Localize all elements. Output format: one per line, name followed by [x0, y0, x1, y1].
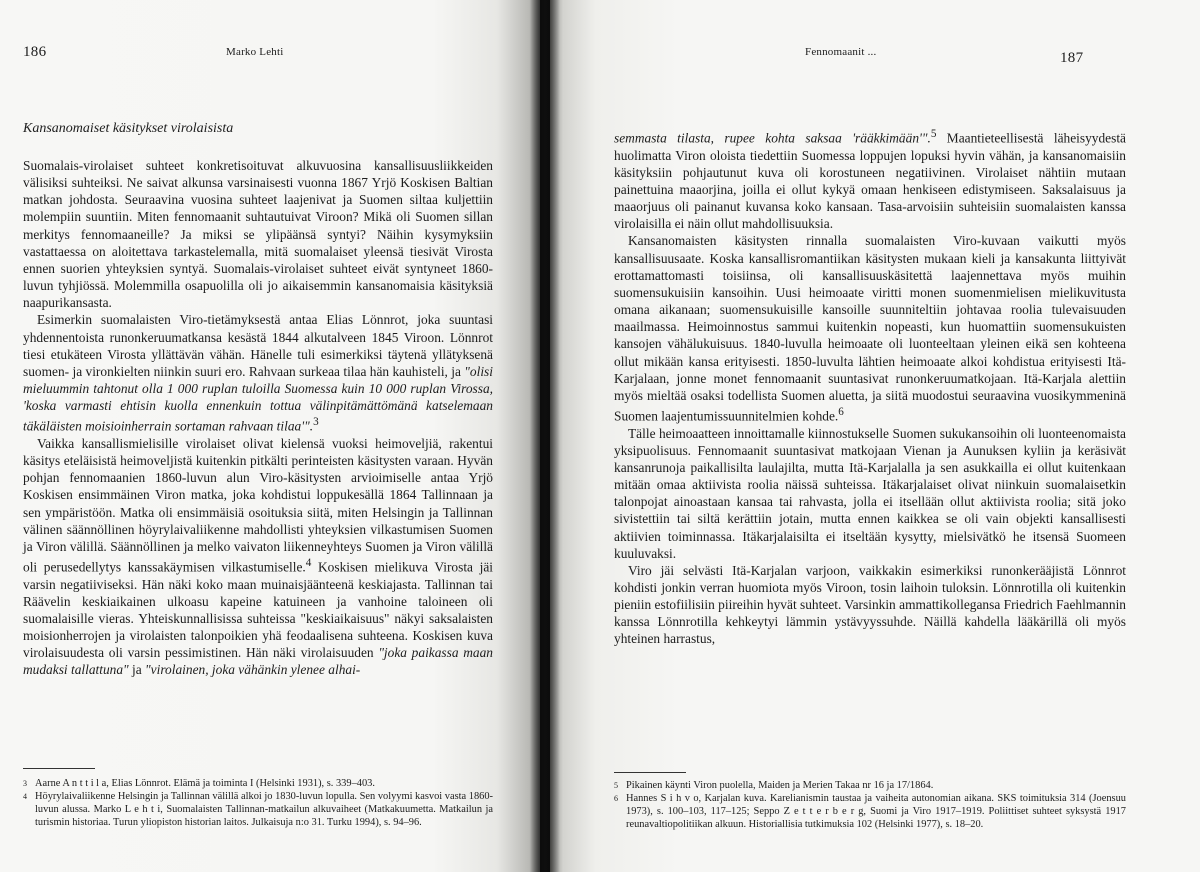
quotation: "olisi mieluummin tahtonut olla 1 000 ruplan tuloilla Suomessa kuin 10 000 ruplan Virossa, 'koska varmasti ehtisin kuolla ennenkuin tottua välinpitämättömänä katselemaan täkäläisten moisioinherrain sortaman rahvaan tilaa'". [23, 363, 493, 434]
paragraph [23, 311, 493, 435]
footnote-text: Hannes S i h v o, Karjalan kuva. Karelianismin taustaa ja vaiheita autonomian aikana. SKS toimituksia 314 (Joensuu 1973), s. 100–103, 117–125; Seppo Z e t t e r b e r g, Suomi ja Viro 1917–1919. Poliittiset suhteet syksystä 1917 reunavaltiopolitiikan alkuun. Historiallisia tutkimuksia 102 (Helsinki 1977), s. 18–20. [626, 792, 1126, 830]
footnote-number: 4 [23, 791, 27, 801]
footnote-number: 6 [614, 793, 618, 803]
footnote [23, 778, 493, 791]
page-number: 186 [23, 44, 47, 60]
footnote-marker: 4 [305, 557, 312, 570]
footnote-rule [23, 768, 95, 769]
running-head: Fennomaanit ... [805, 46, 877, 58]
paragraph: Suomalais-virolaiset suhteet konkretisoituvat alkuvuosina kansallisuusliikkeiden välisiksi suhteiksi. Ne saivat alkunsa varsinaisesti vuonna 1867 Yrjö Koskisen Baltian matkan johdosta. Seuraavina vuosina suhteet laajenivat ja Suomen siltaa kuljettiin molempiin suuntiin. Miten fennomaanit suhtautuivat Viroon? Mikä oli Suomen sillan merkitys fennomaaneille? Ja miksi se ylipäänsä syntyi? Näihin kysymyksiin vastattaessa on aloitettava tarkastelemalla, mitä suomalaiset yleensä tiesivät Virosta ennen suorien yhteyksien syntyä. Suomalais-virolaiset suhteet eivät syntyneet 1860-luvun tyhjiössä. Molemmilla osapuolilla oli jo aikaisemmin kansanomaisia käsityksiä naapurikansasta. [23, 158, 493, 311]
running-head: Marko Lehti [226, 46, 284, 58]
paragraph: Viro jäi selvästi Itä-Karjalan varjoon, vaikkakin esimerkiksi runonkerääjistä Lönnrot kohdisti jonkin verran huomiota myös Viroon, tosin laihoin tuloksin. Lönnrotilla oli kuitenkin pieniin estofiilisiin piireihin hyvät suhteet. Varsinkin ammattikollegansa Friedrich Faehlmannin kanssa Lönnrotilla kehkeytyi lämmin ystävyyssuhde. Näillä kahdella lääkärillä oli myös yhteinen harrastus, [614, 562, 1126, 647]
section-heading: Kansanomaiset käsitykset virolaisista [23, 121, 234, 136]
right-page [550, 0, 1200, 872]
paragraph [23, 435, 493, 679]
footnote-marker: 3 [313, 416, 319, 429]
footnote-marker: 5 [930, 128, 937, 140]
paragraph: Tälle heimoaatteen innoittamalle kiinnostukselle Suomen sukukansoihin oli luonteenomaista yksipuolisuus. Fennomaanit suuntasivat matkojaan Vienan ja Aunuksen kyliin ja keräsivät kansanrunoja paikallisilta laulajilta, mutta Itä-Karjalalla ja sen asukkailla ei ollut kuitenkaan mitään omaa aktiivista roolia näissä suhteissa. Itäkarjalaiset olivat niinkuin suomalaisetkin talonpojat ainoastaan kansaa tai rahvasta, jolla ei itsellään ollut aktiivista roolia; sitä joko sivistettiin tai siltä kerättiin jotain, mutta ennen kaikkea se oli vain objekti kansallisesti aktiivien toiminnassa. Itäkarjalaisilta ei itseltään kysytty, mielsivätkö he itsensä Suomeen kuuluvaksi. [614, 425, 1126, 561]
text-run: Vaikka kansallismielisille virolaiset olivat kielensä vuoksi heimoveljiä, rakentui käsitys eteläisistä heimoveljistä kuitenkin pitkälti perinteisten käsitysten varaan. Hyvän pohjan fennomaanien 1860-luvun alun Viro-käsitysten arvioimiselle antaa Yrjö Koskisen ensimmäinen Viron matka, joka kohdistui loppukesällä 1864 Tallinnaan ja sen ympäristöön. Matka oli ensimmäisiä osoituksia siitä, miten Helsingin ja Tallinnan välinen säännöllinen höyrylaivaliikenne mahdollisti yhteyksien vilkastumisen Suomen ja Viron välillä. Säännöllinen ja melko vaivaton liikenneyhteys Suomen ja Viron välillä oli perusedellytys kanssakäymisen vilkastumiselle. [23, 435, 493, 575]
quotation: "virolainen, joka vähänkin ylenee alhai- [145, 662, 361, 678]
paragraph [614, 232, 1126, 424]
text-run: Kansanomaisten käsitysten rinnalla suomalaisten Viro-kuvaan vaikutti myös kansallisuusaate. Koska kansallisromantiikan käsitysten mukaan kieli ja kansakunta liittyivät erottamattomasti toisiinsa, oli kansallisuuskäsitettä laajennettava myös muihin suomensukuisiin kansoihin. Uusi heimoaate viritti monen suomenmielisen mielikuvitusta omana aikanaan; suomensukuisille kansoille suunniteltiin johtavaa roolia tulevaisuuden maailmassa. Heimoinnostus sammui kuitenkin nopeasti, kun huomattiin suomensukuisten kansojen vähälukuisuus. 1840-luvulla heimoaate oli luonteeltaan yleinen eikä sen kohteena ollut mikään kansa erityisesti. 1850-luvulta lähtien heimoaate alkoi kohdistua erityisesti Itä-Karjalaan, jonne monet fennomaanit suuntasivat runonkeruumatkojaan. Itä-Karjala alettiin myös mieltää osaksi todellista Suomen aluetta, ja siitä muodostui seuraavina vuosikymmeninä Suomen laajentumissuunnitelmien kohde. [614, 233, 1126, 424]
text-run: Koskisen mielikuva Virosta jäi varsin negatiiviseksi. Hän näki koko maan muinaisjäänteenä keskiajasta. Tallinnan tai Räävelin keskiaikainen ulkoasu kapeine katuineen ja vanhoine taloineen oli suomalaisille vieras. Yhteiskunnallisissa suhteissa "keskiaikaisuus" näkyi saksalaisten moisionherrojen ja virolaisten talonpoikien yhä feodaalisena suhteena. Koskisen kuva virolaisuudesta oli varsin pessimistinen. Hän näki virolaisuuden [23, 559, 493, 661]
footnote-text: Aarne A n t t i l a, Elias Lönnrot. Elämä ja toiminta I (Helsinki 1931), s. 339–403. [35, 778, 375, 789]
book-gutter [530, 0, 560, 872]
footnotes [614, 780, 1126, 832]
text-run: ja [128, 662, 146, 678]
footnote-text: Höyrylaivaliikenne Helsingin ja Tallinnan välillä alkoi jo 1830-luvun lopulla. Sen volyymi kasvoi vasta 1860-luvun alussa. Marko L e h t i, Suomalaisten Tallinnan-matkailun alkuvaiheet (Matkakuumetta. Matkailun ja turismin historiaa. Turun yliopiston historian laitos. Julkaisuja n:o 31. Turku 1994), s. 94–96. [35, 790, 493, 828]
text-run: Esimerkin suomalaisten Viro-tietämyksestä antaa Elias Lönnrot, joka suuntasi yhdennentoista runonkeruumatkansa kesästä 1844 alkutalveen 1845 Viroon. Lönnrot tiesi etukäteen Virosta yllättävän vähän. Hänelle tuli esimerkiksi täytenä yllätyksenä suomen- ja vironkielten niinkin suuri ero. Rahvaan surkeaa tilaa hän kauhisteli, ja [23, 312, 493, 379]
body-text [614, 126, 1126, 648]
left-page [0, 0, 540, 872]
quotation: "joka paikassa maan mudaksi tallattuna" [23, 645, 494, 678]
footnote [23, 791, 493, 830]
footnotes [23, 778, 493, 830]
body-text [23, 157, 493, 679]
footnote-rule [614, 772, 686, 773]
paragraph [614, 126, 1126, 232]
page-number: 187 [1060, 50, 1084, 66]
footnote [614, 793, 1126, 832]
footnote-text: Pikainen käynti Viron puolella, Maiden ja Merien Takaa nr 16 ja 17/1864. [626, 780, 934, 791]
text-run: Maantieteellisestä läheisyydestä huolimatta Viron oloista tiedettiin Suomessa loppujen lopuksi hyvin vähän, ja kansanomaisiin käsityksiin pohjautunut kuva oli korostuneen negatiivinen. Virolaiset nähtiin mutaan painettuina maaorjina, joilla ei ollut kykyä omaan henkiseen edistymiseen. Saksalaisuus ja maaorjuus oli painanut kuvansa koko kansaan. Tasa-arvoisiin suhteisiin suomalaisten kanssa virolaisilla ei näin ollut mahdollisuuksia. [614, 130, 1126, 232]
footnote-number: 5 [614, 781, 618, 790]
quotation: semmasta tilasta, rupee kohta saksaa 'rääkkimään'". [614, 130, 931, 146]
footnote-number: 3 [23, 779, 27, 788]
footnote-marker: 6 [838, 405, 844, 418]
footnote [614, 780, 1126, 793]
